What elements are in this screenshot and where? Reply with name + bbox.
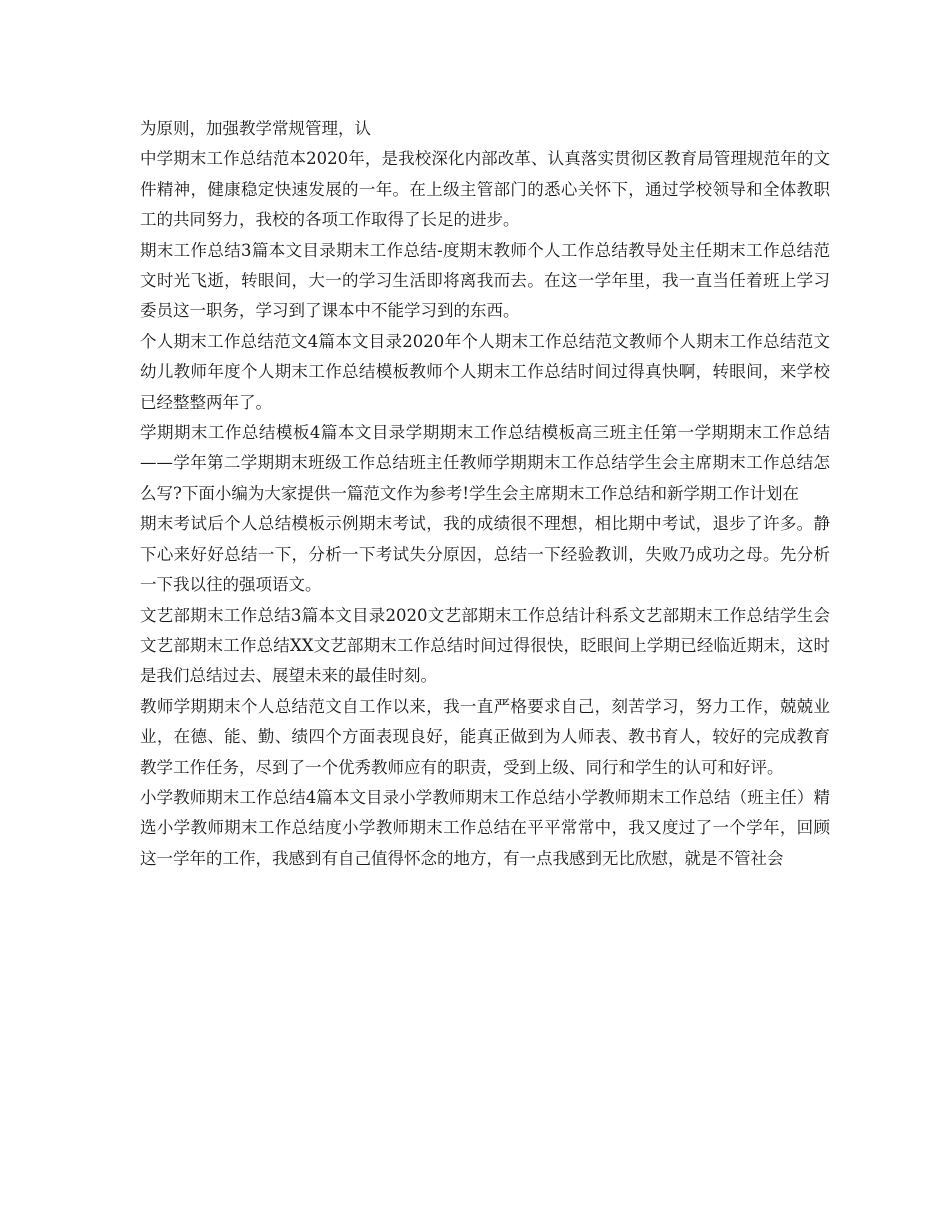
document-body [140, 114, 830, 874]
paragraph: 期末考试后个人总结模板示例期末考试，我的成绩很不理想，相比期中考试，退步了许多。静下心来好好总结一下，分析一下考试失分原因，总结一下经验教训，失败乃成功之母。先分析一下我以往的强项语文。 [140, 514, 830, 595]
paragraph: 中学期末工作总结范本2020年，是我校深化内部改革、认真落实贯彻区教育局管理规范年的文件精神，健康稳定快速发展的一年。在上级主管部门的悉心关怀下，通过学校领导和全体教职工的共同努力，我校的各项工作取得了长足的进步。 [140, 149, 830, 230]
paragraph: 教师学期期末个人总结范文自工作以来，我一直严格要求自己，刻苦学习，努力工作，兢兢业业，在德、能、勤、绩四个方面表现良好，能真正做到为人师表、教书育人，较好的完成教育教学工作任务，尽到了一个优秀教师应有的职责，受到上级、同行和学生的认可和好评。 [140, 696, 830, 777]
paragraph: 文艺部期末工作总结3篇本文目录2020文艺部期末工作总结计科系文艺部期末工作总结学生会文艺部期末工作总结XX文艺部期末工作总结时间过得很快，眨眼间上学期已经临近期末，这时是我们总结过去、展望未来的最佳时刻。 [140, 605, 830, 686]
paragraph: 学期期末工作总结模板4篇本文目录学期期末工作总结模板高三班主任第一学期期末工作总结——学年第二学期期末班级工作总结班主任教师学期期末工作总结学生会主席期末工作总结怎么写?下面小编为大家提供一篇范文作为参考!学生会主席期末工作总结和新学期工作计划在 [140, 423, 830, 503]
paragraph: 小学教师期末工作总结4篇本文目录小学教师期末工作总结小学教师期末工作总结（班主任）精选小学教师期末工作总结度小学教师期末工作总结在平平常常中，我又度过了一个学年，回顾这一学年的工作，我感到有自己值得怀念的地方，有一点我感到无比欣慰，就是不管社会 [140, 787, 830, 868]
paragraph: 期末工作总结3篇本文目录期末工作总结-度期末教师个人工作总结教导处主任期末工作总结范文时光飞逝，转眼间，大一的学习生活即将离我而去。在这一学年里，我一直当任着班上学习委员这一职务，学习到了课本中不能学习到的东西。 [140, 240, 830, 321]
paragraph: 为原则，加强教学常规管理，认 [140, 119, 371, 138]
paragraph: 个人期末工作总结范文4篇本文目录2020年个人期末工作总结范文教师个人期末工作总结范文幼儿教师年度个人期末工作总结模板教师个人期末工作总结时间过得真快啊，转眼间，来学校已经整整两年了。 [140, 331, 830, 412]
